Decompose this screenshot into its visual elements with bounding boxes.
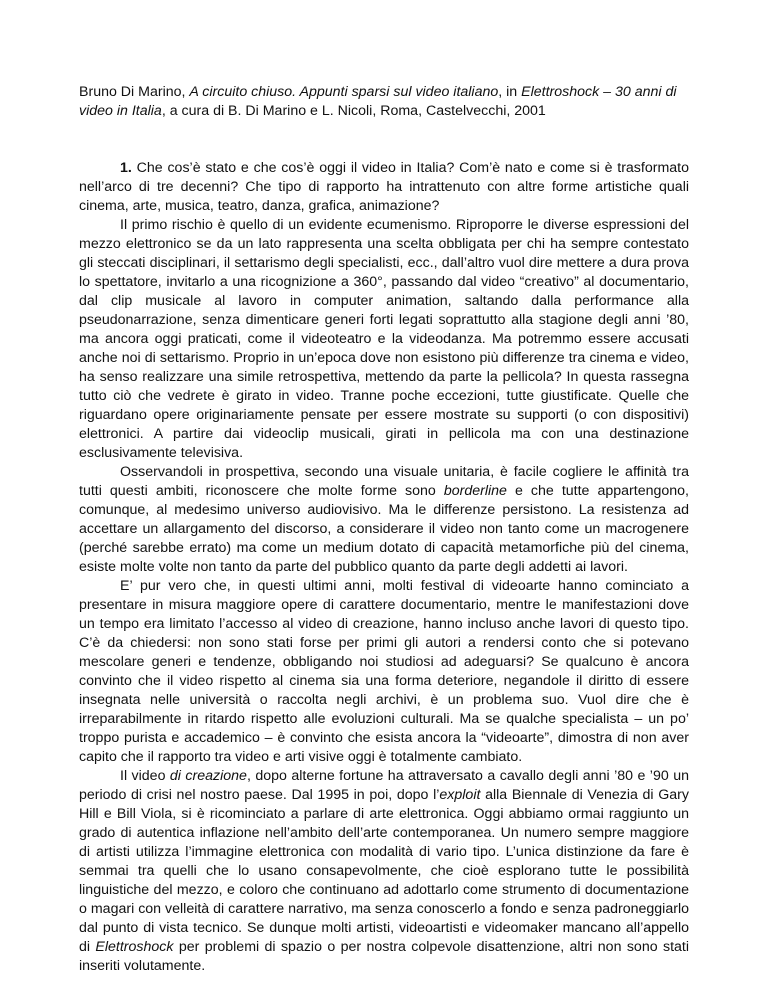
paragraph-3-emphasis: borderline (443, 483, 507, 499)
citation-connector: , in (498, 84, 522, 100)
paragraph-5-emphasis-1: di creazione (169, 768, 247, 784)
paragraph-4: E’ pur vero che, in questi ultimi anni, molti festival di videoarte hanno cominciato a presentare in misura maggiore opere di carattere documentario, mentre le manifestazioni dove un tempo era limitato l’accesso al video di creazione, hanno incluso anche lavori di questo tipo. C’è da chiedersi: non sono stati forse per primi gli autori a rendersi conto che si potevano mescolare generi e tendenze, obbligando noi studiosi ad adeguarsi? Se qualcuno è ancora convinto che il video rispetto al cinema sia una forma deteriore, negandole il diritto di essere insegnata nelle università o raccolta negli archivi, è un problema suo. Vuol dire che è irreparabilmente in ritardo rispetto alle evoluzioni culturali. Ma se qualche specialista – un po’ troppo purista e accademico – è convinto che esista ancora la “videoarte”, dimostra di non aver capito che il rapporto tra video e arti visive oggi è totalmente cambiato. (79, 578, 689, 765)
paragraph-5-emphasis-2: exploit (439, 787, 481, 803)
paragraph-1 (79, 159, 689, 216)
paragraph-2: Il primo rischio è quello di un evidente ecumenismo. Riproporre le diverse espressioni del mezzo elettronico se da un lato rappresenta una scelta obbligata per chi ha sempre contestato gli steccati disciplinari, il settarismo degli specialisti, ecc., dall’altro vuol dire mettere a dura prova lo spettatore, invitarlo a una ricognizione a 360°, passando dal video “creativo” al documentario, dal clip musicale al lavoro in computer animation, saltando dalla performance alla pseudonarrazione, senza dimenticare generi forti legati soprattutto alla stagione degli anni ’80, ma ancora oggi praticati, come il videoteatro e la videodanza. Ma potremmo essere accusati anche noi di settarismo. Proprio in un’epoca dove non esistono più differenze tra cinema e video, ha senso realizzare una simile retrospettiva, mettendo da parte la pellicola? In questa rassegna tutto ciò che vedrete è girato in video. Tranne poche eccezioni, tutte giustificate. Quelle che riguardano opere originariamente pensate per essere mostrate su supporti (o con dispositivi) elettronici. A partire dai videoclip musicali, girati in pellicola ma con una destinazione esclusivamente televisiva. (79, 217, 689, 461)
bibliographic-citation (79, 83, 689, 121)
paragraph-3-text-b: e che tutte appartengono, comunque, al medesimo universo audiovisivo. Ma le differenze persistono. La resistenza ad accettare un allargamento del discorso, a considerare il video non tanto come un macrogenere (perché sarebbe errato) ma come un medium dotato di capacità metamorfiche più del cinema, esiste molte volte non tanto da parte del pubblico quanto da parte degli addetti ai lavori. (79, 483, 689, 575)
section-number: 1. (120, 160, 132, 176)
paragraph-5-text-b: , dopo alterne fortune ha attraversato a cavallo degli anni ’80 e ’90 un periodo di crisi nel nostro paese. Dal 1995 in poi, dopo l’ (79, 768, 689, 803)
paragraph-5 (79, 767, 689, 976)
citation-book: Elettroshock – 30 anni di video in Italia (79, 84, 677, 119)
paragraph-5-text-a: Il video (120, 768, 170, 784)
paragraph-3 (79, 463, 689, 577)
paragraph-5-emphasis-3: Elettroshock (95, 939, 174, 955)
citation-author: Bruno Di Marino, (79, 84, 190, 100)
paragraph-5-text-c: alla Biennale di Venezia di Gary Hill e Bill Viola, si è ricominciato a parlare di arte elettronica. Oggi abbiamo ormai raggiunto un grado di autentica inflazione nell’ambito dell’arte contemporanea. Un numero sempre maggiore di artisti utilizza l’immagine elettronica con modalità di vario tipo. L’unica distinzione da fare è semmai tra quelli che lo usano consapevolmente, che cioè esplorano tutte le possibilità linguistiche del mezzo, e coloro che continuano ad adottarlo come strumento di documentazione o magari con velleità di carattere narrativo, ma senza conoscerlo a fondo e senza padroneggiarlo dal punto di vista tecnico. Se dunque molti artisti, videoartisti e videomaker mancano all’appello di (79, 787, 689, 955)
paragraph-1-text: Che cos’è stato e che cos’è oggi il video in Italia? Com’è nato e come si è trasformato nell’arco di tre decenni? Che tipo di rapporto ha intrattenuto con altre forme artistiche quali cinema, arte, musica, teatro, danza, grafica, animazione? (79, 160, 689, 214)
citation-publication: , a cura di B. Di Marino e L. Nicoli, Roma, Castelvecchi, 2001 (161, 103, 546, 119)
paragraph-3-text-a: Osservandoli in prospettiva, secondo una visuale unitaria, è facile cogliere le affinità tra tutti questi ambiti, riconoscere che molte forme sono (79, 464, 689, 499)
paragraph-5-text-d: per problemi di spazio o per nostra colpevole disattenzione, altri non sono stati inseriti volutamente. (79, 939, 689, 974)
citation-title: A circuito chiuso. Appunti sparsi sul video italiano (189, 84, 499, 100)
